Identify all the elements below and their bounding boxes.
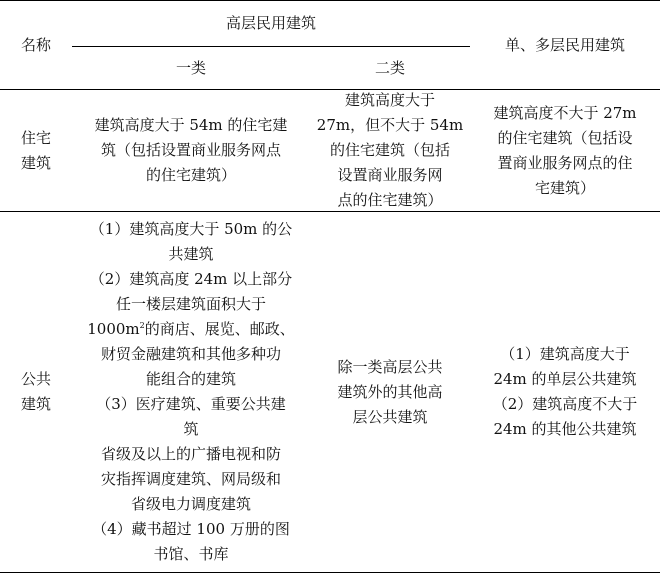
header-class-two-cell	[310, 47, 470, 89]
table-bottom-rule	[0, 572, 660, 573]
header-name-cell	[0, 1, 72, 89]
header-class-one: 一类	[175, 58, 206, 77]
row-residential-low-multi-text: 建筑高度不大于 27m 的住宅建筑（包括设 置商业服务网点的住 宅建筑）	[493, 103, 637, 197]
row-residential-name-cell	[0, 90, 72, 211]
row-public-class-one-cell	[72, 212, 310, 572]
header-name: 名称	[20, 35, 51, 54]
row-public-class-two-text: 除一类高层公共 建筑外的其他高 层公共建筑	[337, 357, 443, 426]
row-public-low-multi-text: （1）建筑高度大于 24m 的单层公共建筑 （2）建筑高度不大于 24m 的其他公共建筑	[492, 345, 638, 438]
row-public-low-multi-cell	[470, 212, 660, 572]
header-low-multi-cell	[470, 1, 660, 89]
row-residential-name: 住宅 建筑	[20, 128, 51, 172]
area-line: $1000m^2$的商店、展览、邮政、	[87, 320, 295, 338]
header-low-multi: 单、多层民用建筑	[504, 35, 625, 54]
row-residential-class-two-text: 建筑高度大于 27m，但不大于 54m 的住宅建筑（包括 设置商业服务网 点的住宅建筑）	[316, 91, 464, 209]
row-residential-class-two-cell	[310, 90, 470, 211]
row-public-class-one-text: （1）建筑高度大于 50m 的公 共建筑 （2）建筑高度 24m 以上部分 任一楼层建筑面积大于 $1000m^2$的商店、展览、邮政、 财贸金融建筑和其他多种功 能组合的建筑 （3）医疗建筑、重要公共建 筑 省级及以上的广播电视和防 灾指挥调度建筑、网局级和 省级电力调度建筑 （4）藏书超过 100 万册的图 书馆、书库	[87, 220, 295, 563]
row-residential-low-multi-cell	[470, 90, 660, 211]
row-public-name-cell	[0, 212, 72, 572]
header-high-rise-cell	[72, 1, 470, 46]
header-high-rise: 高层民用建筑	[225, 14, 316, 32]
row-residential-class-one-cell	[72, 90, 310, 211]
row-public-name: 公共 建筑	[20, 370, 51, 413]
row-public-class-two-cell	[310, 212, 470, 572]
row-residential-class-one-text: 建筑高度大于 54m 的住宅建 筑（包括设置商业服务网点 的住宅建筑）	[94, 116, 288, 184]
header-class-two: 二类	[374, 58, 405, 77]
header-class-one-cell	[72, 47, 310, 89]
